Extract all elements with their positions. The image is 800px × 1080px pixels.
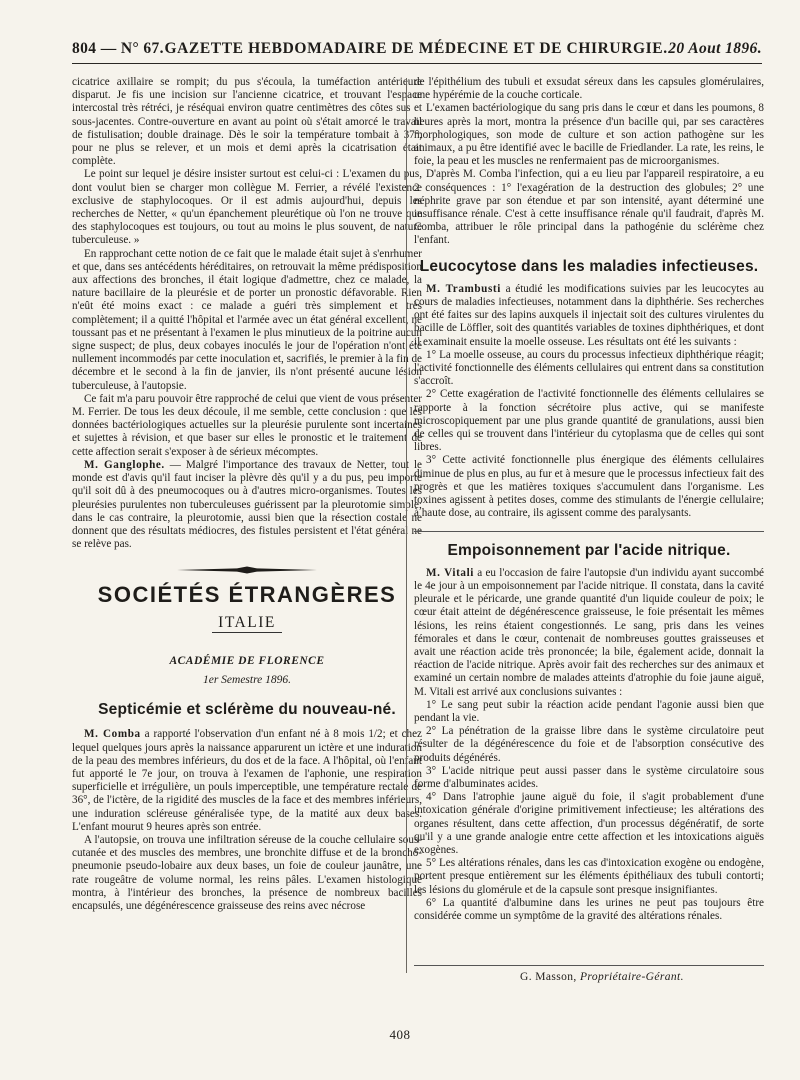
numbered-paragraph: 1° Le sang peut subir la réaction acide pendant l'agonie aussi bien que pendant la vie. [414, 698, 764, 724]
numbered-paragraph: 3° Cette activité fonctionnelle plus énergique des éléments cellulaires diminue de plus en plus, au fur et à mesure que le processus infectieux fait des progrès et que les matières toxiques s'accumulent dans l'organisme. Les toxines agissent à petites doses, comme des stimulants de l'énergie cellulaire; à haute dose, au contraire, ils agissent comme des paralysants. [414, 454, 764, 520]
signature-role: Propriétaire-Gérant. [580, 971, 684, 983]
column-divider [406, 78, 407, 973]
paragraph: de l'épithélium des tubuli et exsudat séreux dans les capsules glomérulaires, une hypérémie de la couche corticale. [414, 76, 764, 102]
country-heading: ITALIE [212, 616, 282, 633]
paragraph-text: a étudié les modifications suivies par les leucocytes au cours de maladies infectieuses, notamment dans la diphthérie. Ses recherches ont été faites sur des lapins auxquels il injectait soit des cultures virulentes du bacille de Löffler, soit des quantités variables de toxines diphthériques, et dont il examinait ensuite la moelle osseuse. Les résultats ont été les suivants : [414, 282, 764, 348]
running-head [72, 40, 762, 60]
semester-heading: 1er Semestre 1896. [202, 673, 292, 686]
paragraph-text: a rapporté l'observation d'un enfant né à 8 mois 1/2; et chez lequel quelques jours après la naissance apparurent un ictère et une induration de la peau des membres inférieurs, du dos et de la face. A l'hôpital, où l'enfant fut apporté le 7e jour, on trouva à l'examen de l'aphonie, une respiration superficielle et irrégulière, un pouls imperceptible, une température rectale de 36°, de l'ictère, de la rigidité des muscles de la face et des membres inférieurs, une induration scléreuse généralisée type, de la matité aux deux bases. L'enfant mourut 9 heures après son entrée. [72, 728, 422, 833]
header-rule [72, 63, 762, 64]
author-name: M. Trambusti [426, 282, 501, 295]
paragraph-text: a eu l'occasion de faire l'autopsie d'un individu ayant succombé le 4e jour à un empoisonnement par l'acide nitrique. Il constata, dans la cavité pleurale et le péricarde, une grande quantité d'un liquide couleur de poix; le cœur était atteint de dégénérescence graisseuse, le foie présentait les mêmes lésions, les reins étaient congestionnés. Le sang, pris dans les veines fémorales et dans le cœur, contenait de nombreuses gouttes graisseuses et avait une réaction acide très prononcée; la bile, également acide, donnait la réaction de l'acide nitrique. Après avoir fait des recherches sur des animaux et examiné un certain nombre de malades atteints d'atrophie du foie jaune aiguë, M. Vitali est arrivé aux conclusions suivantes : [414, 566, 764, 698]
page-reference: 804 — N° 67. [72, 40, 164, 57]
right-column [414, 76, 764, 923]
paragraph: Ce fait m'a paru pouvoir être rapproché de celui que vient de vous présenter M. Ferrier. De tous les deux découle, il me semble, cette conclusion : que les données bactériologiques actuelles sur la pleurésie purulente sont incertaines et sujettes à révision, et que baser sur elles le pronostic et le traitement de cette affection serait s'exposer à de sérieux mécomptes. [72, 392, 422, 458]
issue-date: 20 Aout 1896. [668, 40, 762, 57]
paragraph: cicatrice axillaire se rompit; du pus s'écoula, la tuméfaction antérieure disparut. Je fis une incision sur l'ancienne cicatrice, et trouvant l'espace intercostal très rétréci, je réséquai environ quatre centimètres des côtes sus et sous-jacentes. Contre-ouverture en avant au point où s'était amorcé le travail de fistulisation; double drainage. Dès le soir la température tombait à 37°, pour ne plus se relever, et un mois et demi après la cicatrisation était complète. [72, 76, 422, 168]
numbered-paragraph: 2° Cette exagération de l'activité fonctionnelle des éléments cellulaires se rapporte à la fonction sécrétoire plus active, qui se manifeste microscopiquement par une plus grande quantité de granulations, aussi bien de celles qui se trouvent dans l'intérieur du cytoplasma que de celles qui sont libres. [414, 388, 764, 454]
numbered-paragraph: 2° La pénétration de la graisse libre dans le système circulatoire peut résulter de la dégénérescence du foie et de l'absorption consécutive des produits dégénérés. [414, 725, 764, 764]
paragraph: Le point sur lequel je désire insister surtout est celui-ci : L'examen du pus, dont voulut bien se charger mon collègue M. Ferrier, a révélé l'existence exclusive de staphylocoques. Or il est admis aujourd'hui, depuis les recherches de Netter, « qu'un épanchement pleurétique où l'on ne trouve que des staphylocoques est toujours, ou tout au moins le plus souvent, de nature tuberculeuse. » [72, 168, 422, 247]
ornament-divider [177, 566, 317, 574]
paragraph [414, 283, 764, 349]
page-number: 408 [389, 1027, 411, 1042]
section-title: SOCIÉTÉS ÉTRANGÈRES [97, 582, 397, 608]
article-title: Leucocytose dans les maladies infectieuses. [419, 257, 759, 275]
footer-rule [414, 965, 764, 966]
author-name: M. Comba [84, 728, 141, 741]
section-rule [414, 531, 764, 532]
numbered-paragraph: 5° Les altérations rénales, dans les cas d'intoxication exogène ou endogène, portent presque entièrement sur les éléments épithéliaux des tubuli contorti; les lésions du glomérule et de la capsule sont presque insignifiantes. [414, 857, 764, 896]
left-column [72, 76, 422, 913]
author-name: M. Ganglophe. [84, 458, 165, 471]
article-title: Septicémie et sclérème du nouveau-né. [98, 701, 396, 719]
paragraph: D'après M. Comba l'infection, qui a eu lieu par l'appareil respiratoire, a eu 2 conséquences : 1° l'exagération de la destruction des globules; 2° une néphrite grave par son étendue et par son intensité, ayant déterminé une insuffisance rénale. C'est à cette insuffisance rénale qu'il faudrait, d'après M. Comba, attribuer le rôle principal dans la pathogénie du sclérème chez l'enfant. [414, 168, 764, 247]
numbered-paragraph: 6° La quantité d'albumine dans les urines ne peut pas toujours être considérée comme un symptôme de la gravité des altérations rénales. [414, 896, 764, 922]
signature-name: G. Masson, [520, 971, 577, 983]
numbered-paragraph: 1° La moelle osseuse, au cours du processus infectieux diphthérique réagit; l'activité fonctionnelle des éléments cellulaires qui entrent dans sa constitution s'accroît. [414, 348, 764, 388]
author-name: M. Vitali [426, 566, 474, 579]
paragraph [72, 728, 422, 834]
paragraph: A l'autopsie, on trouva une infiltration séreuse de la couche cellulaire sous-cutanée et des muscles des membres, une bronchite diffuse et de la broncho-pneumonie pseudo-lobaire aux deux bases, un foie de couleur jaunâtre, une rate rougeâtre de volume normal, les reins pâles. L'examen histologique montra, à l'intérieur des bronches, la présence de nombreux bacilles encapsulés, une dégénérescence graisseuse des reins avec nécrose [72, 833, 422, 912]
publisher-signature [520, 971, 684, 983]
academy-heading: ACADÉMIE DE FLORENCE [169, 654, 325, 667]
article-title: Empoisonnement par l'acide nitrique. [447, 541, 731, 559]
paragraph [72, 459, 422, 551]
paragraph-text: — Malgré l'importance des travaux de Netter, tout le monde est d'avis qu'il faut inciser la plèvre dès qu'il y a du pus, peu importe qu'il soit dû à des pneumocoques ou à d'autres micro-organismes. Toutes les pleurésies purulentes non tuberculeuses guérissent par la pleurotomie simple; dans le cas contraire, la pleurotomie, aussi bien que la résection costale ne donnent que des résultats médiocres, des fistules persistent et l'état général ne se relève pas. [72, 458, 422, 551]
numbered-paragraph: 4° Dans l'atrophie jaune aiguë du foie, il s'agit probablement d'une intoxication générale d'origine primitivement infectieuse; les altérations des organes résultent, dans cette affection, d'un processus dégénératif, de sorte qu'il y a une grande analogie entre cette affection et les intoxications aiguës exogènes. [414, 791, 764, 856]
paragraph [414, 567, 764, 699]
journal-title: GAZETTE HEBDOMADAIRE DE MÉDECINE ET DE CHIRURGIE. [164, 40, 668, 57]
paragraph: L'examen bactériologique du sang pris dans le cœur et dans les poumons, 8 heures après la mort, montra la présence d'un bacille qui, par ses caractères morphologiques, son mode de culture et son action pathogène sur les animaux, a pu être identifié avec le bacille de Friedlander. La rate, les reins, le foie, la peau et les muscles ne renfermaient pas de microorganismes. [414, 102, 764, 168]
numbered-paragraph: 3° L'acide nitrique peut aussi passer dans le système circulatoire sous forme d'albuminates acides. [414, 764, 764, 790]
paragraph: En rapprochant cette notion de ce fait que le malade était sujet à s'enrhumer et que, dans ses antécédents héréditaires, on retrouvait la même prédisposition aux affections des bronches, il était logique d'admettre, chez ce malade, la nature bacillaire de la pleurésie et de porter un pronostic défavorable. Rien n'eût été moins exact : ce malade a guéri très simplement et très complètement; il a quitté l'hôpital et l'armée avec un état général excellent, ne toussant pas et ne présentant à l'examen le plus minutieux de la poitrine aucun signe suspect; de plus, deux cobayes inoculés le jour de l'opération n'ont été nullement incommodés par cette inoculation et, sacrifiés, le premier à la fin de décembre et le second à la fin de janvier, ils n'ont présenté aucune lésion tuberculeuse, à l'autopsie. [72, 247, 422, 392]
